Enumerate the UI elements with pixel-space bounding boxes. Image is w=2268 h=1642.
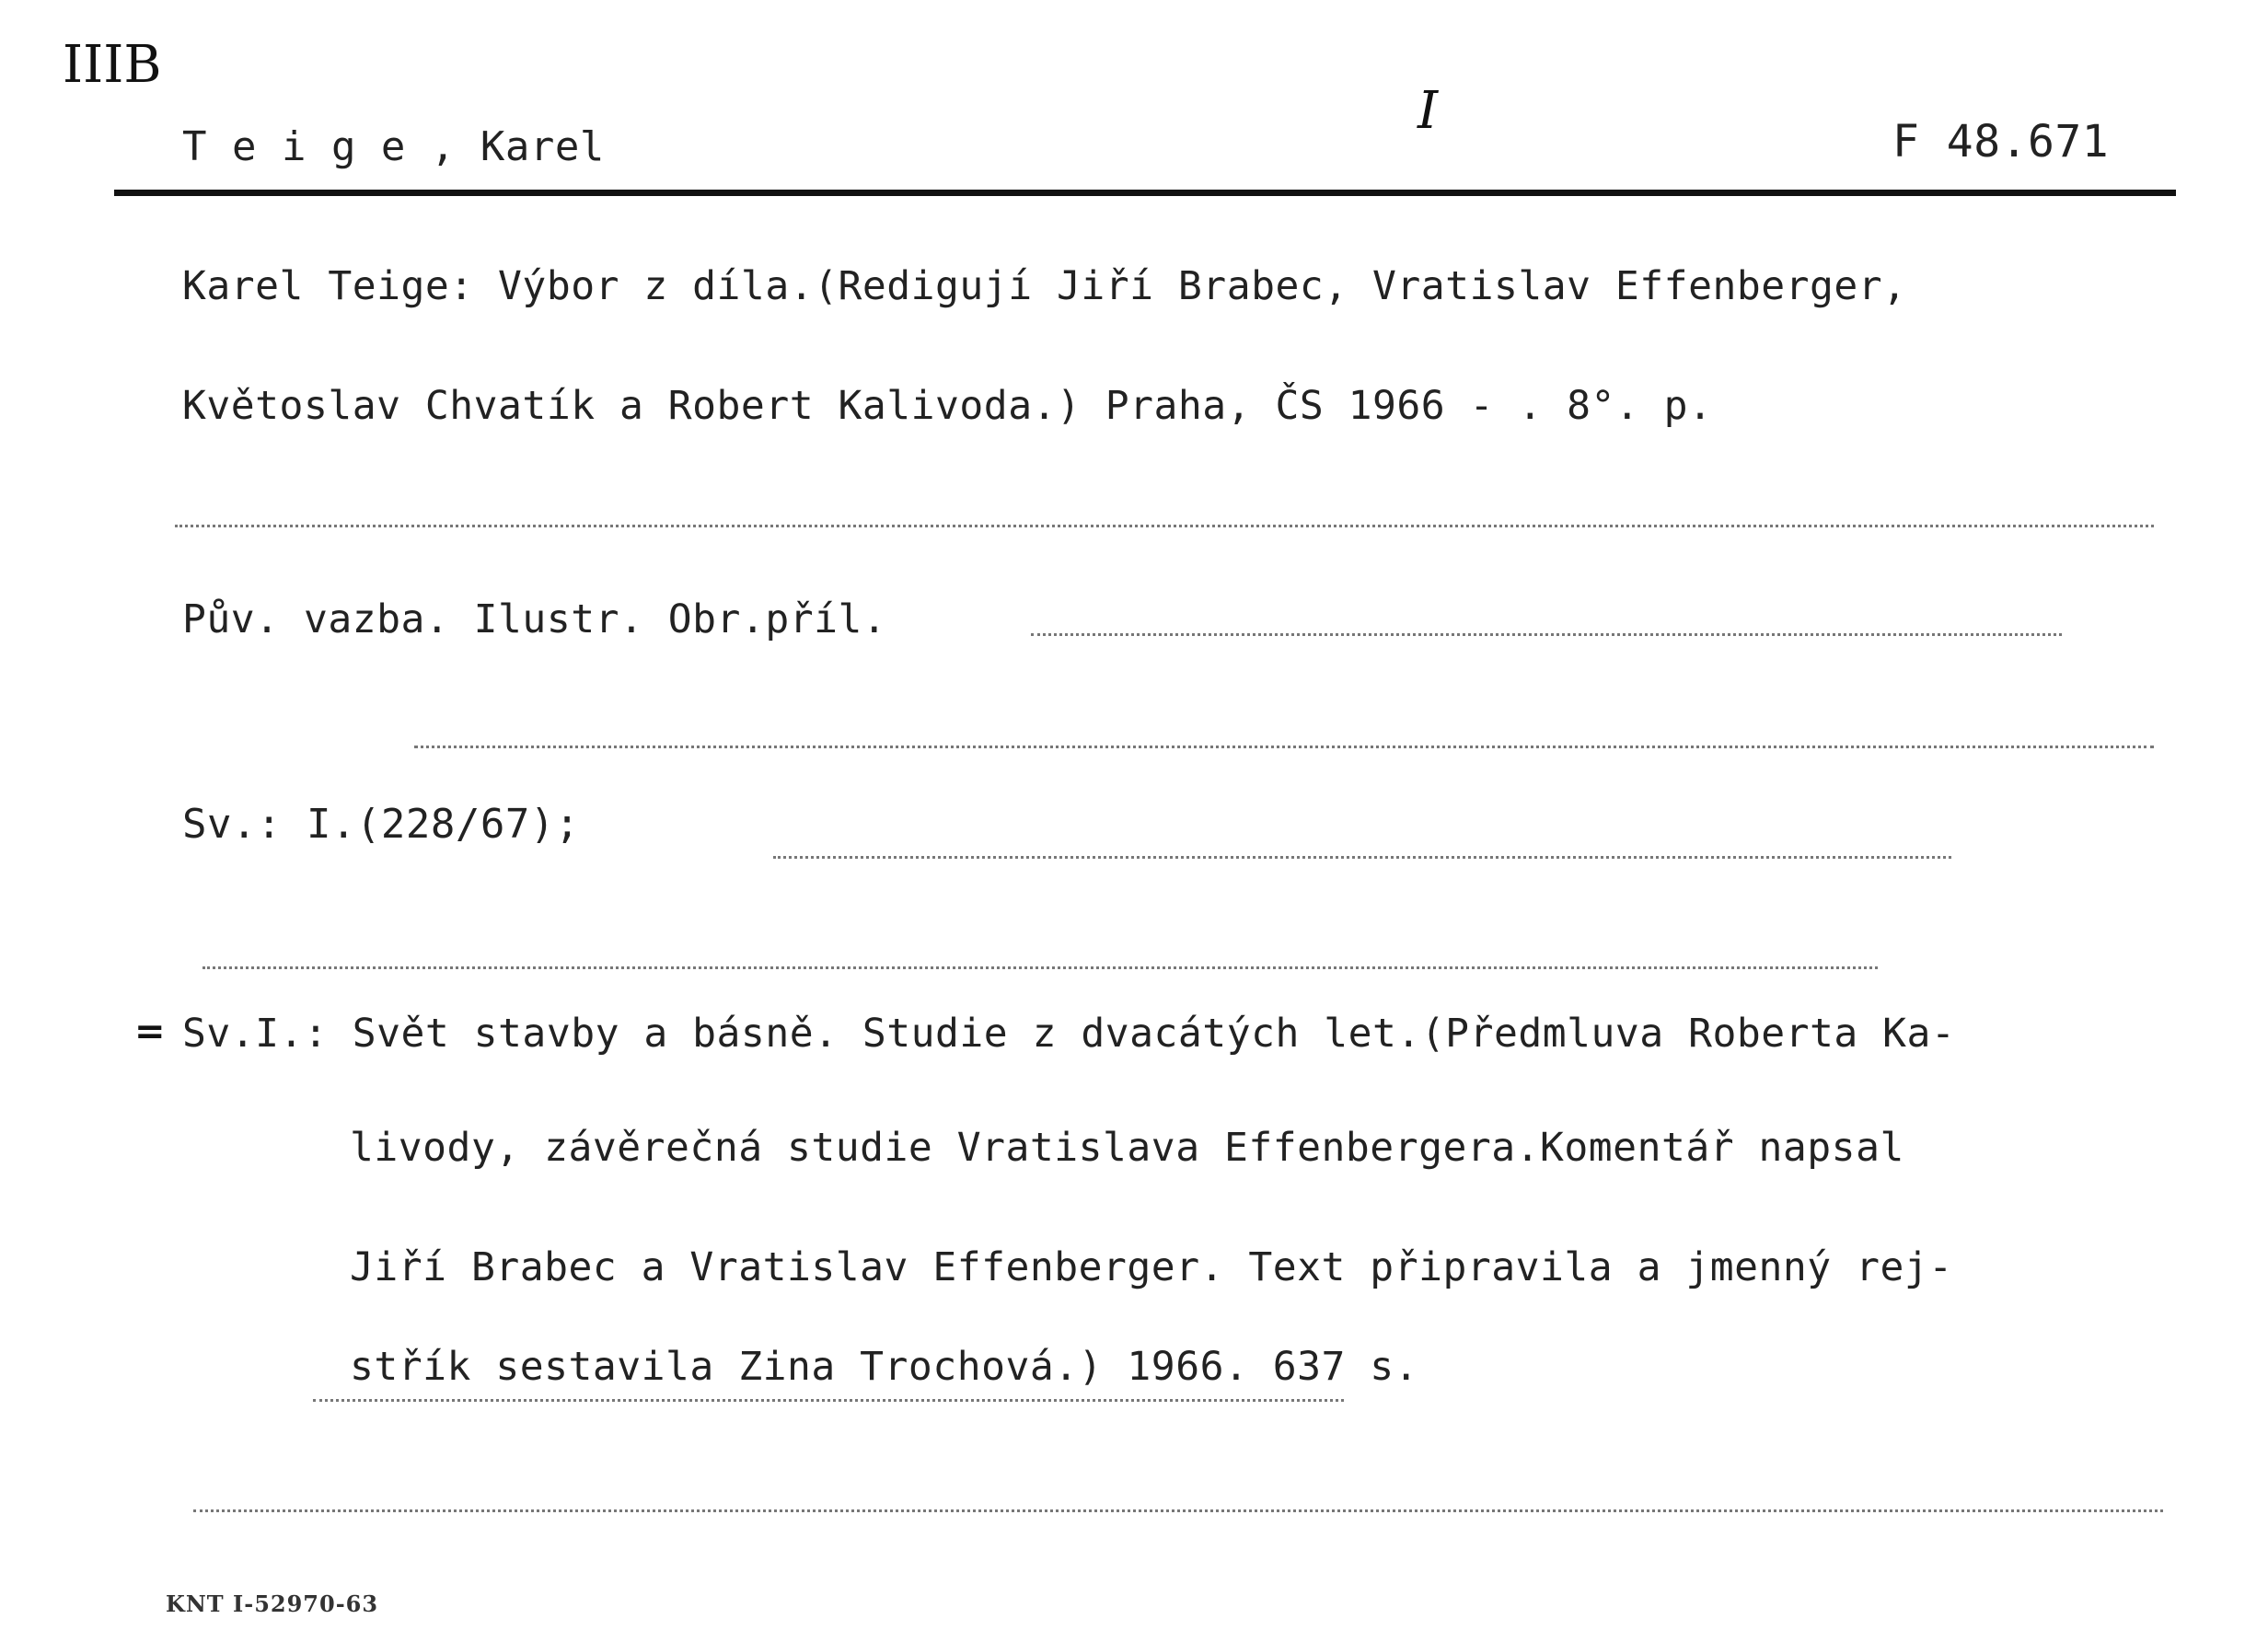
dotted-line bbox=[202, 966, 1878, 969]
author-heading: T e i g e , Karel bbox=[182, 123, 605, 170]
title-line-1: Karel Teige: Výbor z díla.(Redigují Jiří Brabec, Vratislav Effenberger, bbox=[182, 263, 1907, 309]
volume-mark: I bbox=[1418, 81, 1439, 141]
contents-marker: = bbox=[134, 1011, 166, 1053]
dotted-line bbox=[175, 525, 2154, 527]
contents-line-2: livody, závěrečná studie Vratislava Effenbergera.Komentář napsal bbox=[350, 1125, 1904, 1171]
contents-line-3: Jiří Brabec a Vratislav Effenberger. Text připravila a jmenný rej- bbox=[350, 1244, 1953, 1290]
dotted-line bbox=[313, 1399, 1344, 1402]
class-mark: IIIB bbox=[63, 35, 162, 95]
dotted-line bbox=[773, 856, 1951, 859]
dotted-line bbox=[414, 746, 2154, 748]
dotted-line bbox=[193, 1509, 2163, 1512]
title-line-2: Květoslav Chvatík a Robert Kalivoda.) Praha, ČS 1966 - . 8°. p. bbox=[182, 383, 1713, 429]
dotted-line bbox=[1031, 633, 2062, 636]
volumes-line: Sv.: I.(228/67); bbox=[182, 801, 580, 848]
heading-rule bbox=[114, 190, 2176, 196]
card-footer-code: KNT I-52970-63 bbox=[166, 1590, 379, 1617]
contents-line-1: Sv.I.: Svět stavby a básně. Studie z dvacátých let.(Předmluva Roberta Ka- bbox=[182, 1011, 1956, 1057]
contents-line-4: střík sestavila Zina Trochová.) 1966. 637 s. bbox=[350, 1344, 1419, 1390]
physical-note: Pův. vazba. Ilustr. Obr.příl. bbox=[182, 596, 887, 642]
shelfmark: F 48.671 bbox=[1892, 116, 2110, 168]
